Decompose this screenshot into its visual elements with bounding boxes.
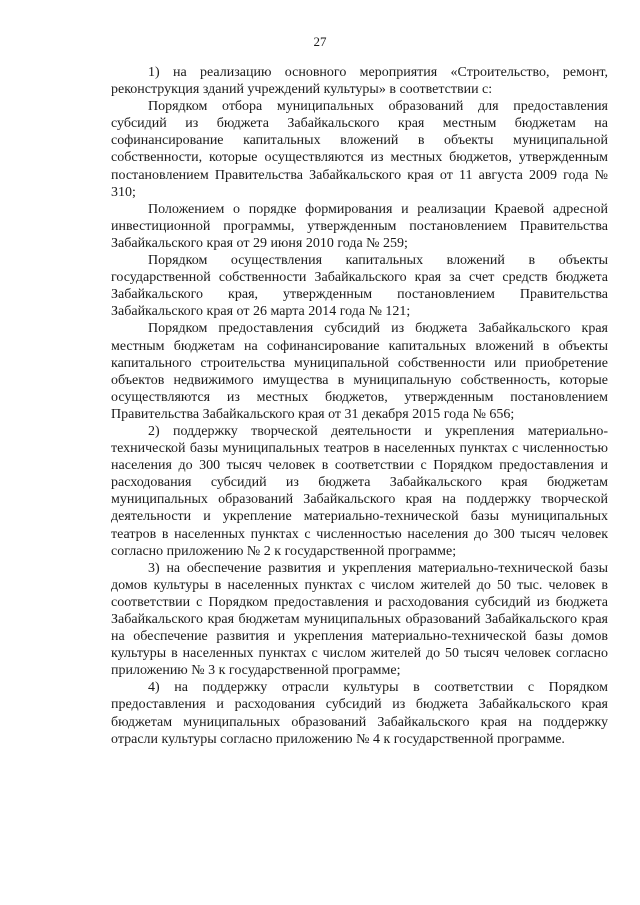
- paragraph-item-2-theatres: 2) поддержку творческой деятельности и укрепления материально-технической базы муниципальных театров в населенных пунктах с численностью населения до 300 тысяч человек в соответствии с Порядком предоставления и расходования субсидий из бюджета Забайкальского края бюджетам муниципальных образований Забайкальского края на поддержку творческой деятельности и укрепление материально-технической базы муниципальных театров в населенных пунктах с численностью населения до 300 тысяч человек согласно приложению № 2 к государственной программе;: [111, 423, 608, 559]
- paragraph-item-4-culture-support: 4) на поддержку отрасли культуры в соответствии с Порядком предоставления и расходования субсидий из бюджета Забайкальского края бюджетам муниципальных образований Забайкальского края на поддержку отрасли культуры согласно приложению № 4 к государственной программе.: [111, 680, 608, 747]
- paragraph-item-1-construction: 1) на реализацию основного мероприятия «Строительство, ремонт, реконструкция зданий учреждений культуры» в соответствии с:: [111, 65, 608, 98]
- paragraph-selection-procedure: Порядком отбора муниципальных образований для предоставления субсидий из бюджета Забайкальского края местным бюджетам на софинансирование капитальных вложений в объекты муниципальной собственности, которые осуществляются из местных бюджетов, утвержденным постановлением Правительства Забайкальского края от 11 августа 2009 года № 310;: [111, 99, 608, 200]
- page-number: 27: [313, 34, 327, 49]
- paragraph-investment-program-regulation: Положением о порядке формирования и реализации Краевой адресной инвестиционной программы, утвержденным постановлением Правительства Забайкальского края от 29 июня 2010 года № 259;: [111, 201, 608, 251]
- document-body: [111, 64, 608, 748]
- paragraph-item-3-culture-houses: 3) на обеспечение развития и укрепления материально-технической базы домов культуры в населенных пунктах с числом жителей до 50 тыс. человек в соответствии с Порядком предоставления и расходования субсидий из бюджета Забайкальского края бюджетам муниципальных образований Забайкальского края на обеспечение развития и укрепления материально-технической базы домов культуры в населенных пунктах с числом жителей до 50 тысяч человек согласно приложению № 3 к государственной программе;: [111, 560, 608, 679]
- paragraph-subsidy-procedure: Порядком предоставления субсидий из бюджета Забайкальского края местным бюджетам на софинансирование капитальных вложений в объекты капитального строительства муниципальной собственности или приобретение объектов недвижимого имущества в муниципальную собственность, которые осуществляются из местных бюджетов, утвержденным постановлением Правительства Забайкальского края от 31 декабря 2015 года № 656;: [111, 321, 608, 422]
- paragraph-capital-investment-procedure: Порядком осуществления капитальных вложений в объекты государственной собственности Забайкальского края за счет средств бюджета Забайкальского края, утвержденным постановлением Правительства Забайкальского края от 26 марта 2014 года № 121;: [111, 253, 608, 320]
